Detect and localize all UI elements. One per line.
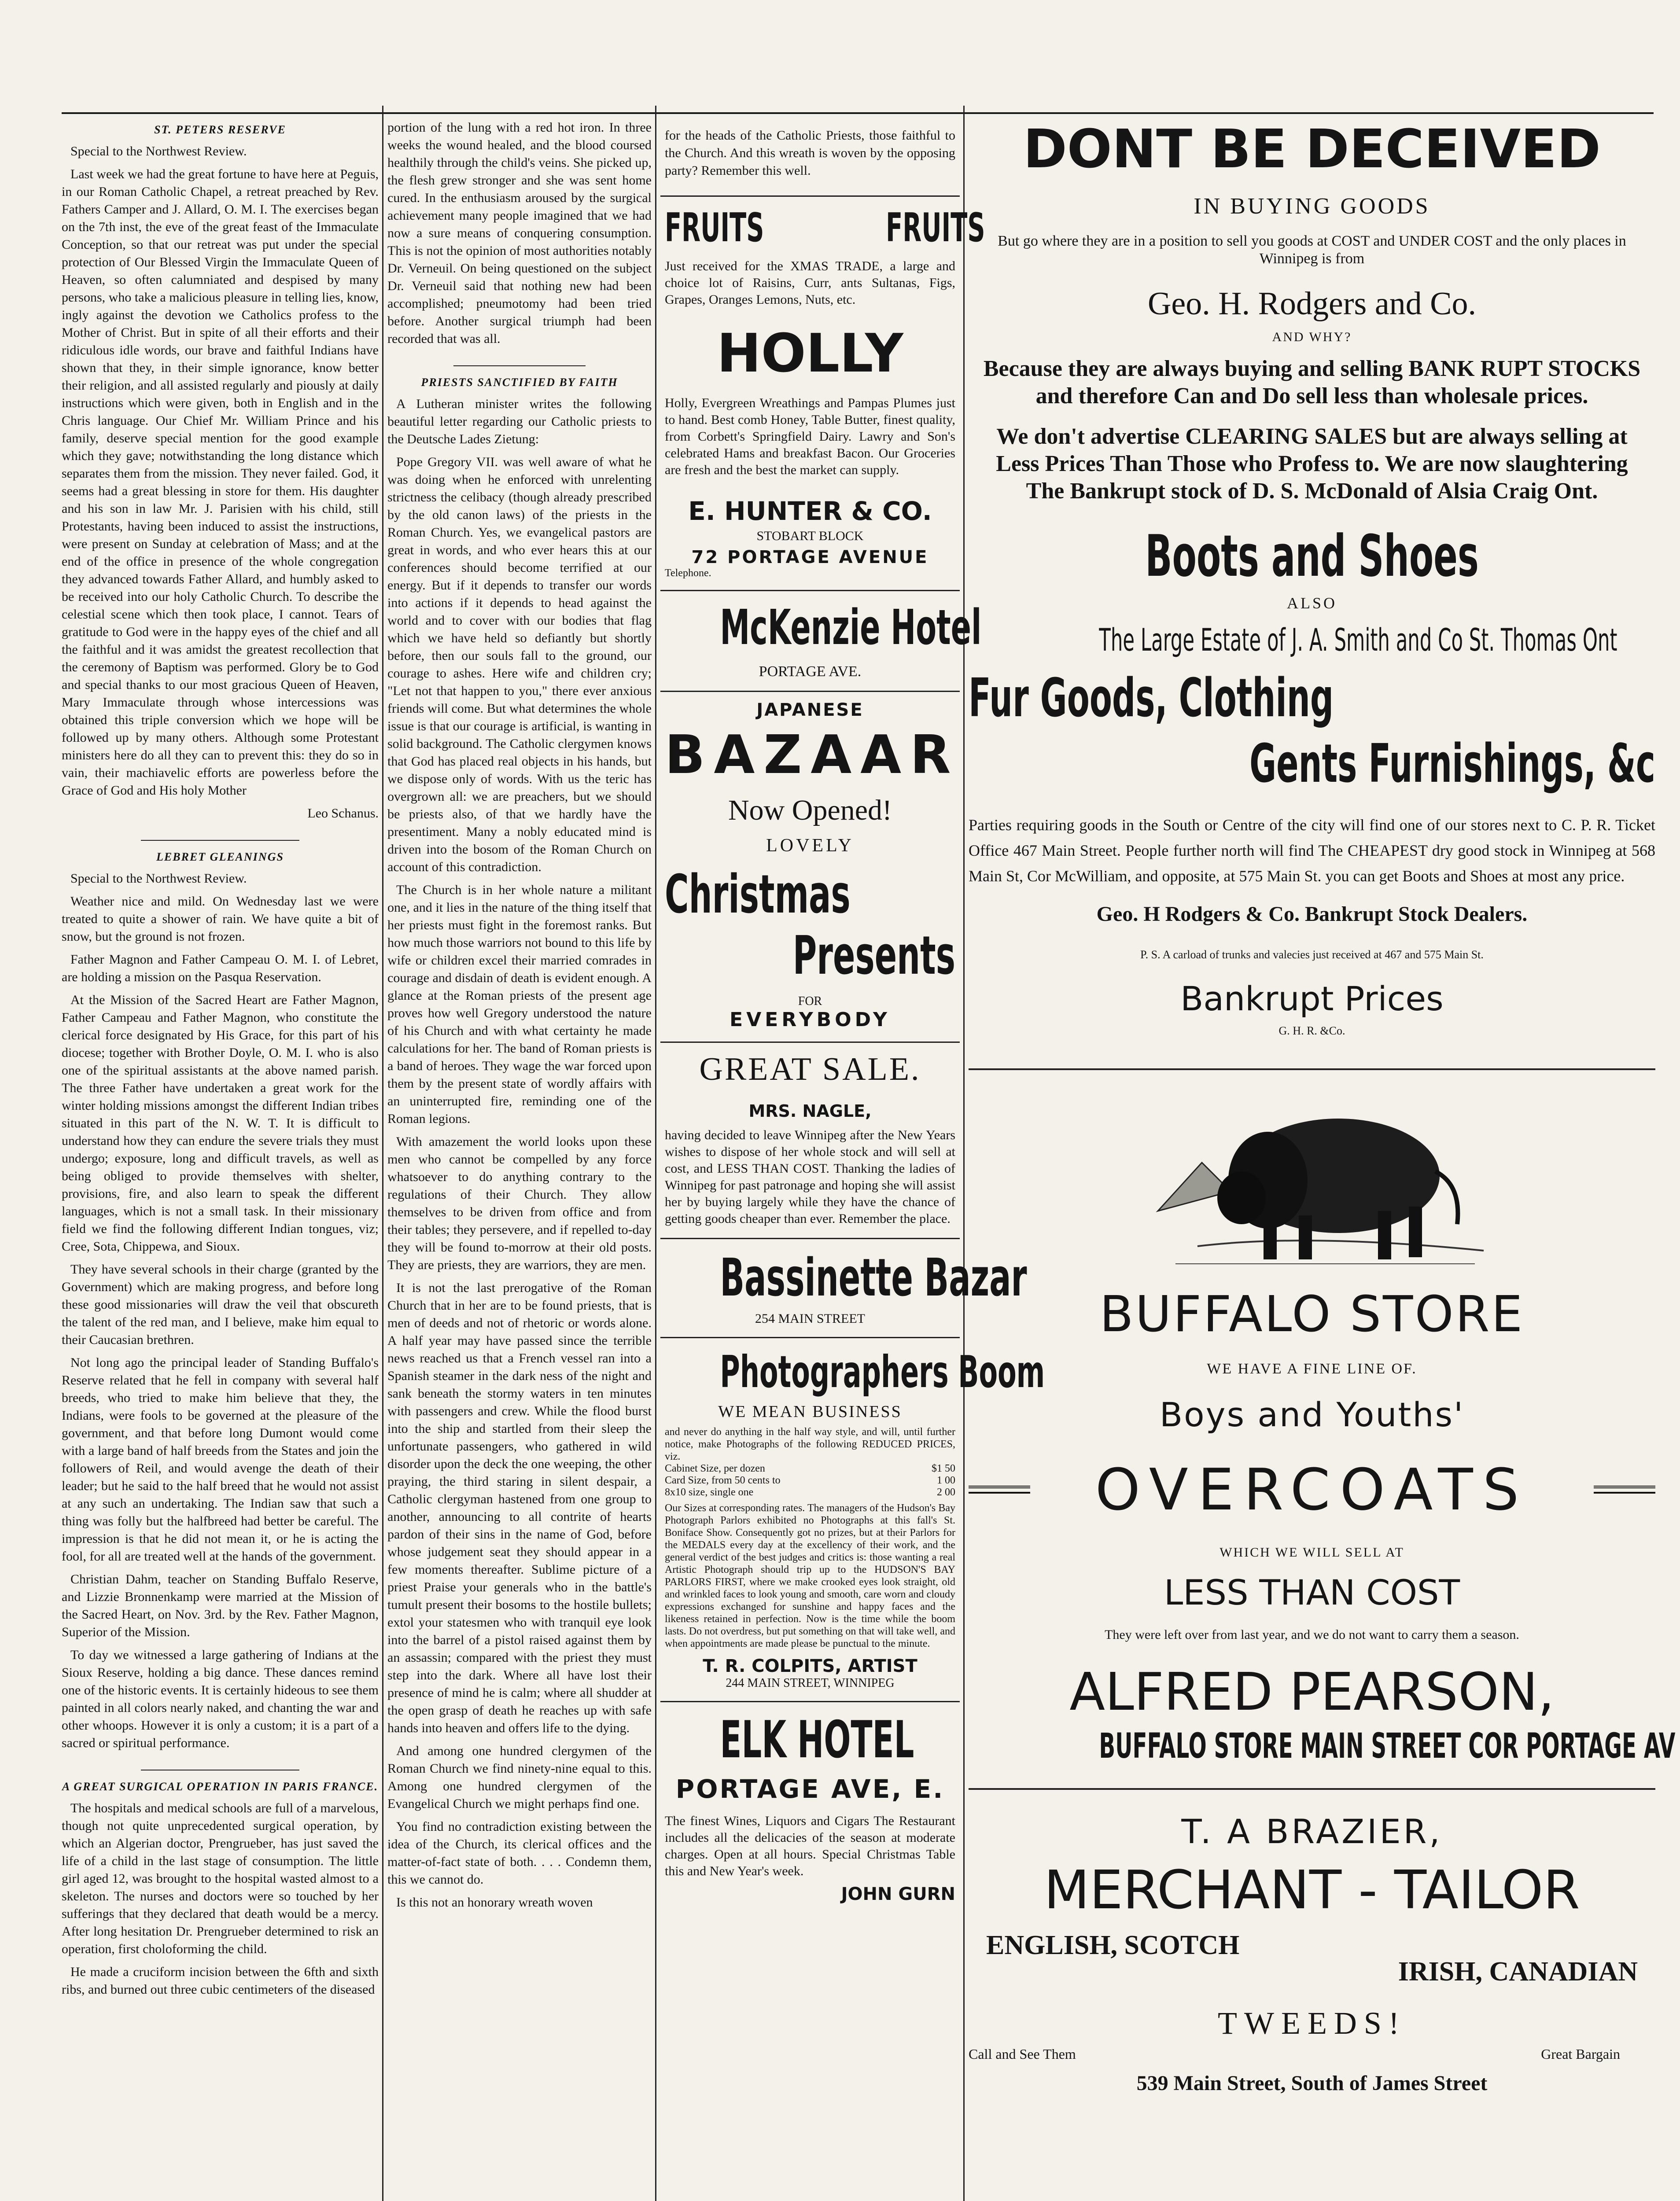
rodgers-line: Because they are always buying and selling BANK RUPT STOCKS and therefore Can and Do sell less than wholesale prices. [983,356,1641,409]
rodgers-line: ALSO [1286,594,1337,612]
article-surgical-operation [62,1780,379,1999]
photo-address: 244 MAIN STREET, WINNIPEG [726,1676,895,1690]
elk-street: PORTAGE AVE, E. [675,1774,945,1804]
price-value: 2 00 [937,1487,955,1498]
rule-right [1594,1486,1655,1494]
ad-fruits-holly [660,197,985,591]
buffalo-pearson: ALFRED PEARSON, [1069,1661,1555,1722]
brazier-line: Great Bargain [1541,2046,1620,2062]
bazaar-line: JAPANESE [756,700,864,720]
article-title: PRIESTS SANCTIFIED BY FAITH [421,376,618,389]
article-paragraph: To day we witnessed a large gathering of Indians at the Sioux Reserve, holding a big dance. These dances remind one of the historic events. It is certainly hideous to see them painted in all colors nearly naked, and chanting the war and other whoops. However it is only a custom; it is a part of a sacred or spiritual performance. [62,1648,379,1750]
bassinette-address: 254 MAIN STREET [755,1311,865,1326]
ad-great-sale [660,1043,960,1239]
article-paragraph: The Church is in her whole nature a militant one, and it lies in the nature of the thing itself that her priests must fight in the foremost ranks. But how much those warriors not bound to this life by wife or children excel their married comrades in courage and disdain of death is evident enough. A glance at the Roman priests of the present age proves how well Gregory understood the nature of his Church and with what certainty he made calculations for her. The band of Roman priests is a band of heroes. They wage the war forced upon them by the present state of wordly affairs with an uninterrupted fire, reminding one of the Roman legions. [387,883,652,1126]
bazaar-presents: Presents [792,925,955,986]
hotel-street: PORTAGE AVE. [759,663,862,680]
buffalo-line: They were left over from last year, and we do not want to carry them a season. [1105,1627,1519,1642]
column-rule [382,106,383,2201]
bazaar-christmas: Christmas [665,864,851,925]
price-item: Cabinet Size, per dozen [665,1463,765,1474]
column-4 [969,119,1676,2201]
elk-owner: JOHN GURN [841,1884,955,1904]
price-value: $1 50 [932,1463,955,1474]
separator [141,840,299,841]
rodgers-line: But go where they are in a position to sell you goods at COST and UNDER COST and the only places in Winnipeg is from [998,233,1626,267]
rodgers-line: Geo. H Rodgers & Co. Bankrupt Stock Dealers. [1096,902,1528,926]
rodgers-fur: Fur Goods, Clothing [969,668,1334,729]
column-rule [655,106,656,2201]
article-paragraph: for the heads of the Catholic Priests, those faithful to the Church. And this wreath is woven by the opposing party? Remember this well. [665,128,955,178]
ad-elk-hotel [660,1702,960,1915]
rodgers-heading: DONT BE DECEIVED [1023,119,1601,180]
article-paragraph: Pope Gregory VII. was well aware of what he was doing when he enforced with unrelenting strictness the celibacy (though already prescribed by the old canon laws) of the priests in the Roman Church. Yes, we evangelical pastors are great in words, and who ever hears this at our conferences should become terrified at our energy. But if it depends to transfer our words into actions if it depends to head against the world and to cover with our bodies that flag which we have held so defiantly but shortly before, then our souls fall to the ground, our courage to ashes. Here wife and children cry; "Let not that happen to you," there ever anxious friends will come. But what determines the whole issue is that our courage is artificial, is wanting in solid background. The Catholic clergymen knows that God has placed real objects in his hands, but we dispose only of words. With us the teric has overgrown all: we are preachers, but we should be priests also, of that we hardly have the presentiment. Many a nobly educated mind is driven into the bosom of the Roman Church on account of this contradiction. [387,455,652,874]
ad-japanese-bazaar [660,692,960,1043]
buffalo-line: WE HAVE A FINE LINE OF. [1207,1361,1417,1377]
holly-heading: HOLLY [717,323,903,384]
article-paragraph: portion of the lung with a red hot iron. In three weeks the wound healed, and the blood coursed healthily through the child's veins. She picked up, the flesh grew stronger and she was sent home cured. In the enthusiasm aroused by the surgical achievement many people imagined that we had now a sure means of conquering consumption. This is not the opinion of most authorities notably Dr. Verneuil. On being questioned on the subject Dr. Verneuil said that nothing new had been accomplished; pneumotomy had been tried before. Another surgical triumph had been recorded that was all. [387,120,652,346]
brazier-tweeds: TWEEDS! [1218,2006,1406,2041]
price-item: Card Size, from 50 cents to [665,1475,781,1486]
price-row [665,1463,955,1475]
overcoats-heading: OVERCOATS [1095,1456,1529,1523]
hotel-name: McKenzie Hotel [720,599,982,655]
article-paragraph: At the Mission of the Sacred Heart are Father Magnon, Father Campeau and Father Magnon, who constitute the clerical force designated by His Grace, for this part of his diocese; together with Brother Doyle, O. M. I. who is also one of the spiritual assistants at the above named parish. The three Father have undertaken a great work for the winter holding missions amongst the different Indian tribes situated in this part of the N. W. T. It is difficult to understand how they can endure the severe trials they must undergo; exposure, long and difficult travels, as well as being obliged to provide themselves with shelter, provisions, fire, and also learn to speak the different languages, which is not a small task. In their missionary field we find the following different Indian tongues, viz; Cree, Sota, Chippewa, and Sioux. [62,993,379,1254]
article-paragraph: Not long ago the principal leader of Standing Buffalo's Reserve related that he fell in company with several half breeds, who tried to make him believe that they, the Indians, were fools to be governed at the pleasure of the government, and that before long Dumont would come with a large band of half breeds from the States and join the followers of Reil, and would avenge the death of their leader; but he said to the half breed that he would not assist at any such an undertaking. The Indian saw that such a thing was folly but the halfbreed had better be careful. The impression is that he did not mean it, or he is acting the fool, for all are treated well at the hands of the government. [62,1355,379,1564]
bazaar-line: EVERYBODY [729,1008,891,1031]
brazier-name: T. A BRAZIER, [1181,1812,1443,1851]
article-st-peters-reserve [62,123,379,822]
article-continuation [660,119,960,197]
price-row [665,1487,955,1498]
buffalo-line: LESS THAN COST [1164,1573,1460,1613]
article-paragraph: With amazement the world looks upon these men who cannot be compelled by any force whatsoever to do anything contrary to the regulations of their Church. They allow themselves to be driven from office and from their tables; they persevere, and if repelled to-day they will be found to-morrow at their old posts. They are priests, they are warriors, they are men. [387,1134,652,1272]
article-paragraph: It is not the last prerogative of the Roman Church that in her are to be found priests, that is men of deeds and not of rhetoric or words alone. A half year may have passed since the terrible news reached us that a French vessel ran into a Spanish steamer in the dark ness of the night and sank beneath the stormy waters in ten minutes with passengers and crew. While the flood burst into the ship and startled from their sleep the unfortunate passengers, who gathered in wild disorder upon the deck the one weeping, the other praying, the third staring in silent despair, a Catholic clergyman hastened from one group to another, announcing to all contrite of hearts pardon of their sins in the name of God, before whose judgement seat they should appear in a few moments thereafter. Sublime picture of a priest Praise your generals who in the battle's tumult present their bosoms to the hostile bullets; extol your statesmen who with tranquil eye look into the barrel of a pistol raised against them by an assassin; compared with the priest they must step into the dark. Where all have lost their presence of mind he is calm; where all shudder at the open grasp of death he reaches up with safe hands into heaven and offers life to the dying. [387,1281,652,1735]
photo-heading: Photographers Boom [720,1346,1045,1398]
fruits-heading-right: FRUITS [885,205,985,251]
article-title: A GREAT SURGICAL OPERATION IN PARIS FRANCE. [62,1780,379,1793]
rodgers-line: Parties requiring goods in the South or Centre of the city will find one of our stores next to C. P. R. Ticket Office 467 Main Street. People further north will find The CHEAPEST dry good stock in Winnipeg at 568 Main St, Cor McWilliam, and opposite, at 575 Main St. you can get Boots and Shoes at most any price. [969,816,1655,885]
brazier-line: ENGLISH, SCOTCH [986,1930,1240,1960]
rodgers-boots: Boots and Shoes [1145,523,1479,589]
article-paragraph: You find no contradiction existing between the idea of the Church, its clerical offices and the matter-of-fact state of both. . . . Condemn them, this we cannot do. [387,1819,652,1887]
article-paragraph: Father Magnon and Father Campeau O. M. I. of Lebret, are holding a mission on the Pasqua Reservation. [62,952,379,984]
fruits-heading-left: FRUITS [665,205,764,251]
ad-bassinette-bazar [660,1239,1027,1338]
article-title: LEBRET GLEANINGS [156,850,284,863]
article-paragraph: The hospitals and medical schools are full of a marvelous, though not quite unprecedented surgical operation, by which an Algerian doctor, Prengrueber, has just saved the life of a child in the last stage of consumption. The little girl aged 12, was brought to the hospital wasted almost to a skeleton. The nurses and doctors were so touched by her sufferings that they declared that death would be a mercy. After long hesitation Dr. Prengrueber determined to risk an operation, first choloforming the child. [62,1801,379,1956]
article-paragraph: A Lutheran minister writes the following beautiful letter regarding our Catholic priests to the Deutsche Lades Zietung: [387,397,652,446]
column-1 [62,119,379,2201]
article-paragraph: Last week we had the great fortune to have here at Peguis, in our Roman Catholic Chapel, a retreat preached by Rev. Fathers Camper and J. Allard, O. M. I. The exercises began on the 7th inst, the eve of the great feast of the Immaculate Conception, so that our retreat was put under the special protection of Our Blessed Virgin the Immaculate Queen of Heaven, so often calumniated and despised by many persons, who take a malicious pleasure in telling lies, know, ingly against the devotion we Catholics profess to the Mother of Christ. But in spite of all their efforts and their ridiculous idle words, our brave and faithful Indians have shown that they, in their simple ignorance, know better their religion, and all assisted regularly and piously at daily instructions which were given, both in English and in the Chris language. Our Chief Mr. William Prince and his family, deserve special mention for the good example which they gave; notwithstanding the long distance which separates them from the mission. They never failed. God, it seems had a great blessing in store for them. His daughter and his son in law Mr. J. Parisien with his child, still Protestants, having been induced to assist the instructions, were present on Sunday at celebration of Mass; and at the end of the office in presence of the whole congregation they advanced towards Father Allard, and humbly asked to be received into our holy Catholic Church. To describe the celestial scene which then took place, I cannot. Tears of gratitude to God were in the happy eyes of the chief and all the faithful and it was amidst the greatest recollection that the ceremony of Baptism was performed. Glory be to God and special thanks to our most gracious Queen of Heaven, Mary Immaculate through whose intercessions was obtained this triple conversion which we hope will be followed up by many others. Although some Protestant ministers here do all they can to prevent this: they do so in vain, their machiavelic efforts are powerless before the Grace of God and His holy Mother [62,167,379,798]
article-paragraph: Special to the Northwest Review. [70,871,247,886]
brazier-address: 539 Main Street, South of James Street [1136,2072,1488,2095]
rodgers-line: P. S. A carload of trunks and valecies just received at 467 and 575 Main St. [1140,948,1484,961]
top-rule [62,112,1654,114]
firm-phone: Telephone. [665,567,711,579]
ad-text: Just received for the XMAS TRADE, a large and choice lot of Raisins, Curr, ants Sultanas, Figs, Grapes, Oranges Lemons, Nuts, etc. [665,259,955,307]
article-title: ST. PETERS RESERVE [154,123,286,136]
ad-buffalo-store [969,1079,1676,1766]
price-row [665,1475,955,1487]
article-paragraph: And among one hundred clergymen of the Roman Church we find ninety-nine equal to this. Among one hundred clergymen of the Evangelical Church we might perhaps find one. [387,1744,652,1811]
rule-left [969,1486,1030,1494]
article-paragraph: They have several schools in their charge (granted by the Government) which are making progress, and before long these good missionaries will draw the veil that obscureth the talent of the red man, and I believe, make him equal to their Caucasian brethren. [62,1262,379,1347]
bazaar-line: LOVELY [766,835,854,856]
bassinette-name: Bassinette Bazar [720,1247,1027,1308]
buffalo-address: BUFFALO STORE MAIN STREET COR PORTAGE AV [1099,1726,1676,1766]
article-byline: Leo Schanus. [307,806,379,821]
separator [969,1068,1655,1070]
separator [453,365,586,366]
ad-photographers-boom [660,1338,1045,1702]
article-priests-sanctified [387,376,652,1911]
separator [969,1788,1655,1790]
rodgers-line: We don't advertise CLEARING SALES but are always selling at Less Prices Than Those who Profess to. We are now slaughtering The Bankrupt stock of D. S. McDonald of Alsia Craig Ont. [996,424,1628,504]
buffalo-illustration [1131,1079,1492,1277]
column-2 [387,119,652,2201]
ad-text: Our Sizes at corresponding rates. The managers of the Hudson's Bay Photograph Parlors exhibited no Photographs at this fall's St. Boniface Show. Consequently got no prizes, but at their Parlors for the MEDALS every day at the excellency of their work, and the general verdict of the best judges and critics is: those wanting a real Artistic Photograph should trip up to the HUDSON'S BAY PARLORS FIRST, where we make crooked eyes look straight, old and wrinkled faces to look young and smooth, care worn and cloudy expressions exchanged for sunshine and happy faces and the likeness retained in perfection. Now is the time while the boom lasts. Do not overdress, but put something on that will take well, and when appointments are made please be punctual to the minute. [665,1502,955,1649]
price-item: 8x10 size, single one [665,1487,754,1498]
bazaar-line: Now Opened! [728,794,892,826]
ad-text: having decided to leave Winnipeg after the New Years wishes to dispose of her whole stock and will sell at cost, and LESS THAN COST. Thanking the ladies of Winnipeg for past patronage and hoping she will assist her by buying largely while they have the chance of getting goods cheaper than ever. Remember the place. [665,1128,955,1226]
article-paragraph: Special to the Northwest Review. [70,144,247,158]
ad-text: The finest Wines, Liquors and Cigars The Restaurant includes all the delicacies of the season at moderate charges. Open at all hours. Special Christmas Table this and New Year's week. [665,1814,955,1878]
rodgers-line: G. H. R. &Co. [1278,1024,1345,1037]
bazaar-line: FOR [798,994,822,1008]
sale-heading: GREAT SALE. [699,1051,921,1087]
photo-sub: WE MEAN BUSINESS [718,1402,902,1421]
ad-text: and never do anything in the half way style, and will, until further notice, make Photographs of the following REDUCED PRICES, viz. [665,1426,955,1462]
ad-heading [665,205,985,251]
rodgers-line: AND WHY? [1272,330,1352,344]
price-value: 1 00 [937,1475,955,1486]
brazier-row [969,2046,1655,2062]
photo-sign: T. R. COLPITS, ARTIST [703,1656,917,1676]
ad-brazier-tailor [969,1812,1655,2095]
article-paragraph: Is this not an honorary wreath woven [396,1895,593,1910]
sale-name: MRS. NAGLE, [748,1101,872,1121]
overcoats-row [969,1456,1655,1523]
rodgers-line: The Large Estate of J. A. Smith and Co St. Thomas Ont [1099,622,1617,658]
brazier-heading: MERCHANT - TAILOR [1044,1860,1580,1921]
buffalo-line: WHICH WE WILL SELL AT [1219,1545,1404,1560]
ad-text: Holly, Evergreen Wreathings and Pampas Plumes just to hand. Best comb Honey, Table Butter, finest quality, from Corbett's Springfield Dairy. Lawry and Son's celebrated Hams and breakfast Bacon. Our Groceries are fresh and the best the market can supply. [665,396,955,477]
article-paragraph: Christian Dahm, teacher on Standing Buffalo Reserve, and Lizzie Bronnenkamp were married at the Mission of the Sacred Heart, on Nov. 3rd. by the Rev. Father Magnon, Superior of the Mission. [62,1572,379,1639]
article-lebret-gleanings [62,850,379,1752]
article-paragraph: He made a cruciform incision between the 6fth and sixth ribs, and burned out three cubic centimeters of the diseased [62,1965,379,1997]
elk-name: ELK HOTEL [720,1710,914,1770]
buffalo-heading: BUFFALO STORE [1099,1286,1525,1343]
rodgers-bankrupt: Bankrupt Prices [1180,979,1444,1018]
column-rule [963,106,965,2201]
rodgers-line: IN BUYING GOODS [1194,194,1430,219]
brazier-row [969,1930,1655,1988]
rodgers-gents: Gents Furnishings, &c [1249,733,1655,795]
firm-block: STOBART BLOCK [756,529,864,543]
ad-mckenzie-hotel [660,591,982,692]
article-paragraph: Weather nice and mild. On Wednesday last we were treated to quite a shower of rain. We have quite a bit of snow, but the ground is not frozen. [62,894,379,944]
article-continuation [387,119,652,348]
firm-name: E. HUNTER & CO. [688,496,932,526]
brazier-line: Call and See Them [969,2046,1076,2062]
rodgers-firm: Geo. H. Rodgers and Co. [1147,286,1477,322]
brazier-line: IRISH, CANADIAN [1398,1957,1638,1987]
ad-geo-rodgers [969,119,1655,1038]
firm-address: 72 PORTAGE AVENUE [691,547,929,567]
buffalo-line: Boys and Youths' [1160,1395,1464,1434]
bazaar-heading: BAZAAR [665,725,960,786]
